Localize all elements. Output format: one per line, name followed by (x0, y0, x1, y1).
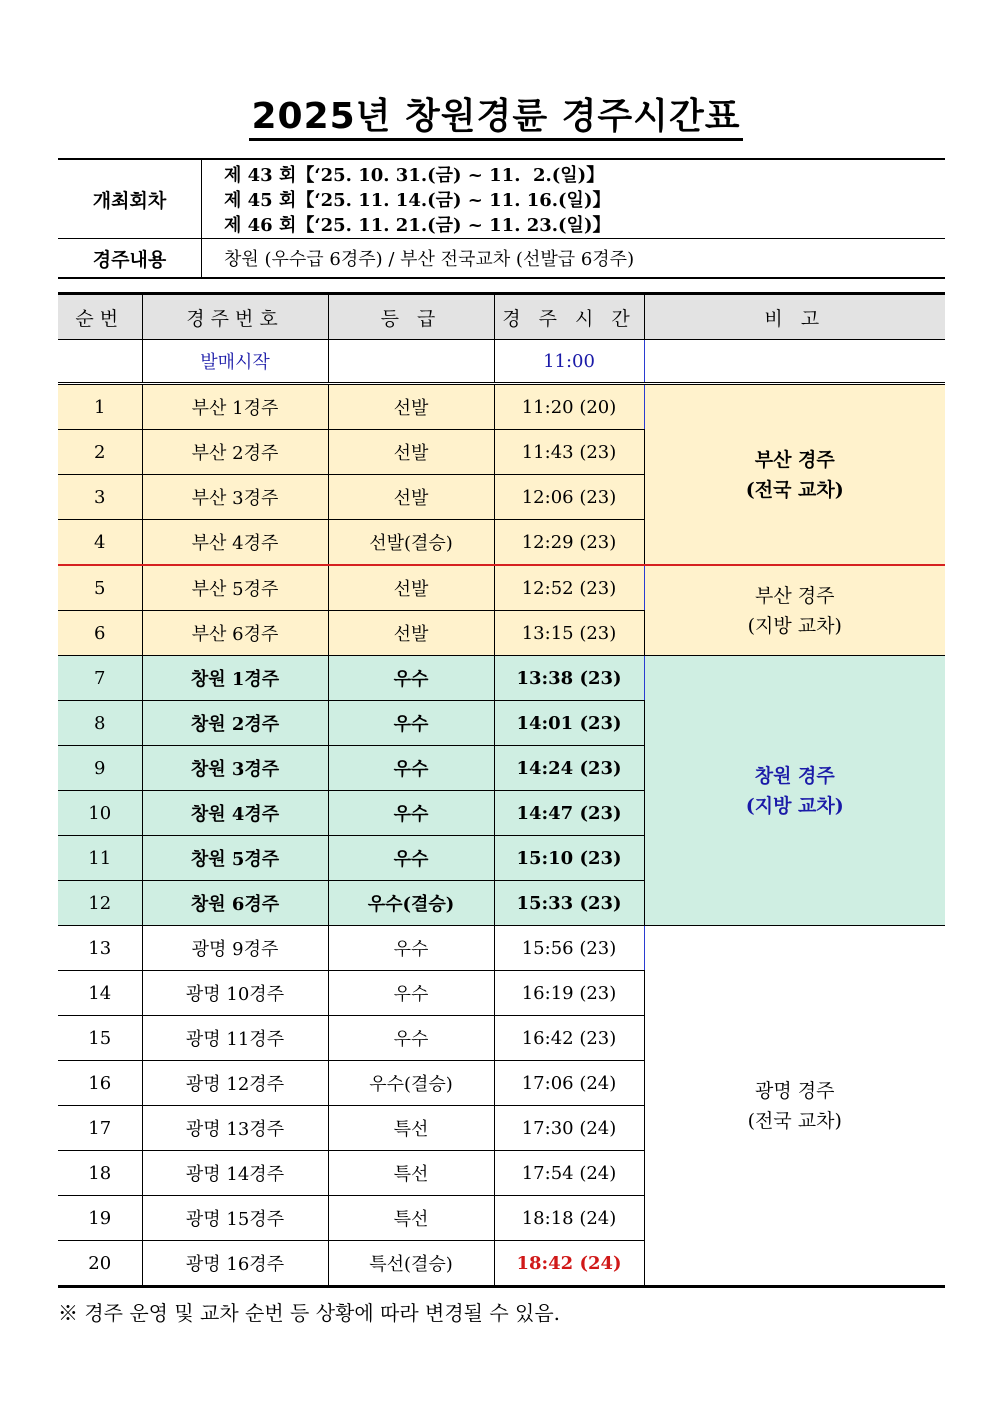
session-list (202, 159, 946, 239)
session-item: 제 46 회【‘25. 11. 21.(금) ~ 11. 23.(일)】 (224, 214, 611, 236)
race-time: 12:29 (23) (494, 520, 644, 566)
note-changwon-regional (644, 656, 945, 926)
race-grade: 선발 (328, 430, 494, 475)
footer-note: ※ 경주 운영 및 교차 순번 등 상황에 따라 변경될 수 있음. (58, 1301, 561, 1325)
session-item: 제 43 회【‘25. 10. 31.(금) ~ 11. 2.(일)】 (224, 164, 605, 186)
note-gwangmyeong-national (644, 926, 945, 1287)
race-grade: 선발 (328, 475, 494, 520)
race-number: 부산 4경주 (142, 520, 328, 566)
race-order: 14 (58, 971, 142, 1016)
race-time: 15:10 (23) (494, 836, 644, 881)
race-number: 부산 5경주 (142, 565, 328, 611)
race-grade: 우수(결승) (328, 1061, 494, 1106)
race-grade: 우수(결승) (328, 881, 494, 926)
race-grade: 특선 (328, 1106, 494, 1151)
race-order: 5 (58, 565, 142, 611)
content-value: 창원 (우수급 6경주) / 부산 전국교차 (선발급 6경주) (202, 239, 946, 279)
race-number: 창원 1경주 (142, 656, 328, 701)
note-line: (지방 교차) (747, 614, 842, 637)
race-number: 창원 2경주 (142, 701, 328, 746)
race-schedule-table (58, 292, 945, 1288)
race-number: 창원 3경주 (142, 746, 328, 791)
race-number: 광명 9경주 (142, 926, 328, 971)
race-grade: 우수 (328, 701, 494, 746)
header-grade: 등 급 (328, 294, 494, 340)
race-order: 15 (58, 1016, 142, 1061)
race-time: 14:24 (23) (494, 746, 644, 791)
table-cell (328, 340, 494, 384)
race-order: 18 (58, 1151, 142, 1196)
race-grade: 선발 (328, 611, 494, 656)
race-time: 12:52 (23) (494, 565, 644, 611)
content-label: 경주내용 (58, 239, 202, 279)
race-order: 3 (58, 475, 142, 520)
race-order: 10 (58, 791, 142, 836)
race-grade: 우수 (328, 1016, 494, 1061)
race-order: 8 (58, 701, 142, 746)
race-time: 14:01 (23) (494, 701, 644, 746)
race-order: 17 (58, 1106, 142, 1151)
header-no: 순번 (58, 294, 142, 340)
race-number: 부산 6경주 (142, 611, 328, 656)
note-line: (전국 교차) (745, 478, 844, 501)
race-grade: 특선(결승) (328, 1241, 494, 1287)
race-grade: 우수 (328, 791, 494, 836)
race-order: 2 (58, 430, 142, 475)
race-order: 12 (58, 881, 142, 926)
race-time: 15:56 (23) (494, 926, 644, 971)
race-order: 16 (58, 1061, 142, 1106)
race-grade: 우수 (328, 926, 494, 971)
note-line: 창원 경주 (754, 764, 835, 787)
note-line: (전국 교차) (747, 1109, 842, 1132)
race-grade: 선발 (328, 565, 494, 611)
table-row (58, 656, 945, 701)
header-note: 비 고 (644, 294, 945, 340)
race-order: 13 (58, 926, 142, 971)
session-info-table (58, 158, 945, 279)
sale-start-row (58, 340, 945, 384)
race-order: 7 (58, 656, 142, 701)
race-number: 창원 6경주 (142, 881, 328, 926)
table-cell (58, 340, 142, 384)
race-grade: 우수 (328, 836, 494, 881)
header-race: 경주번호 (142, 294, 328, 340)
race-time: 16:42 (23) (494, 1016, 644, 1061)
race-order: 11 (58, 836, 142, 881)
page-title: 2025년 창원경륜 경주시간표 (0, 88, 992, 139)
race-order: 20 (58, 1241, 142, 1287)
header-time: 경 주 시 간 (494, 294, 644, 340)
race-time: 14:47 (23) (494, 791, 644, 836)
race-order: 1 (58, 384, 142, 430)
race-grade: 선발 (328, 384, 494, 430)
note-line: 부산 경주 (755, 584, 835, 607)
race-time: 18:18 (24) (494, 1196, 644, 1241)
race-grade: 특선 (328, 1196, 494, 1241)
note-busan-national (644, 384, 945, 566)
race-number: 창원 4경주 (142, 791, 328, 836)
race-order: 6 (58, 611, 142, 656)
race-number: 광명 10경주 (142, 971, 328, 1016)
race-grade: 우수 (328, 656, 494, 701)
race-time: 11:20 (20) (494, 384, 644, 430)
race-number: 광명 13경주 (142, 1106, 328, 1151)
note-line: 광명 경주 (755, 1079, 835, 1102)
header-row (58, 294, 945, 340)
race-time: 11:43 (23) (494, 430, 644, 475)
race-number: 광명 12경주 (142, 1061, 328, 1106)
race-time: 16:19 (23) (494, 971, 644, 1016)
sale-start-label: 발매시작 (142, 340, 328, 384)
race-number: 광명 15경주 (142, 1196, 328, 1241)
race-time: 15:33 (23) (494, 881, 644, 926)
race-time: 17:06 (24) (494, 1061, 644, 1106)
race-number: 부산 2경주 (142, 430, 328, 475)
note-line: 부산 경주 (754, 448, 835, 471)
note-busan-regional (644, 565, 945, 656)
table-row (58, 565, 945, 611)
race-grade: 특선 (328, 1151, 494, 1196)
note-line: (지방 교차) (745, 794, 844, 817)
race-time: 13:15 (23) (494, 611, 644, 656)
race-number: 광명 14경주 (142, 1151, 328, 1196)
race-number: 부산 1경주 (142, 384, 328, 430)
table-cell (644, 340, 945, 384)
race-time: 13:38 (23) (494, 656, 644, 701)
session-label: 개최회차 (58, 159, 202, 239)
race-grade: 우수 (328, 746, 494, 791)
race-time: 17:54 (24) (494, 1151, 644, 1196)
sale-start-time: 11:00 (494, 340, 644, 384)
race-time: 17:30 (24) (494, 1106, 644, 1151)
race-time: 12:06 (23) (494, 475, 644, 520)
session-item: 제 45 회【‘25. 11. 14.(금) ~ 11. 16.(일)】 (224, 189, 611, 211)
table-row (58, 926, 945, 971)
race-number: 광명 16경주 (142, 1241, 328, 1287)
race-number: 부산 3경주 (142, 475, 328, 520)
race-number: 창원 5경주 (142, 836, 328, 881)
race-order: 19 (58, 1196, 142, 1241)
race-grade: 우수 (328, 971, 494, 1016)
table-row (58, 384, 945, 430)
race-order: 9 (58, 746, 142, 791)
race-number: 광명 11경주 (142, 1016, 328, 1061)
race-grade: 선발(결승) (328, 520, 494, 566)
race-order: 4 (58, 520, 142, 566)
race-time-final: 18:42 (24) (494, 1241, 644, 1287)
